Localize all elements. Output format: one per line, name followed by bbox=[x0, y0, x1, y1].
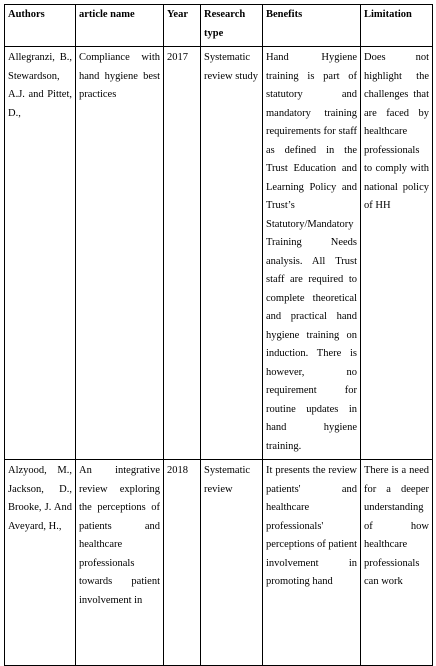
cell-article-name: An integrative review exploring the perceptions of patients and healthcare professionals towards patient involvement in bbox=[76, 460, 164, 666]
cell-authors: Alzyood, M., Jackson, D., Brooke, J. And Aveyard, H., bbox=[5, 460, 76, 666]
cell-limitation: Does not highlight the challenges that are faced by healthcare professionals to comply with national policy of HH bbox=[361, 47, 433, 460]
cell-year: 2017 bbox=[164, 47, 201, 460]
cell-benefits: Hand Hygiene training is part of statutory and mandatory training requirements for staff as defined in the Trust Education and Learning Policy and Trust’s Statutory/Mandatory Training Needs analysis. All Trust staff are required to complete theoretical and practical hand hygiene training on induction. There is however, no requirement for routine updates in hand hygiene training. bbox=[263, 47, 361, 460]
table-header-row bbox=[5, 5, 433, 47]
cell-research-type: Systematic review study bbox=[201, 47, 263, 460]
header-article-name: article name bbox=[76, 5, 164, 47]
cell-article-name: Compliance with hand hygiene best practices bbox=[76, 47, 164, 460]
table-row bbox=[5, 460, 433, 666]
header-research-type: Research type bbox=[201, 5, 263, 47]
header-benefits: Benefits bbox=[263, 5, 361, 47]
literature-review-table bbox=[4, 4, 433, 666]
header-year: Year bbox=[164, 5, 201, 47]
table-row bbox=[5, 47, 433, 460]
cell-year: 2018 bbox=[164, 460, 201, 666]
cell-research-type: Systematic review bbox=[201, 460, 263, 666]
header-limitation: Limitation bbox=[361, 5, 433, 47]
cell-authors: Allegranzi, B., Stewardson, A.J. and Pittet, D., bbox=[5, 47, 76, 460]
cell-limitation: There is a need for a deeper understanding of how healthcare professionals can work bbox=[361, 460, 433, 666]
cell-benefits: It presents the review patients' and healthcare professionals' perceptions of patient involvement in promoting hand bbox=[263, 460, 361, 666]
header-authors: Authors bbox=[5, 5, 76, 47]
